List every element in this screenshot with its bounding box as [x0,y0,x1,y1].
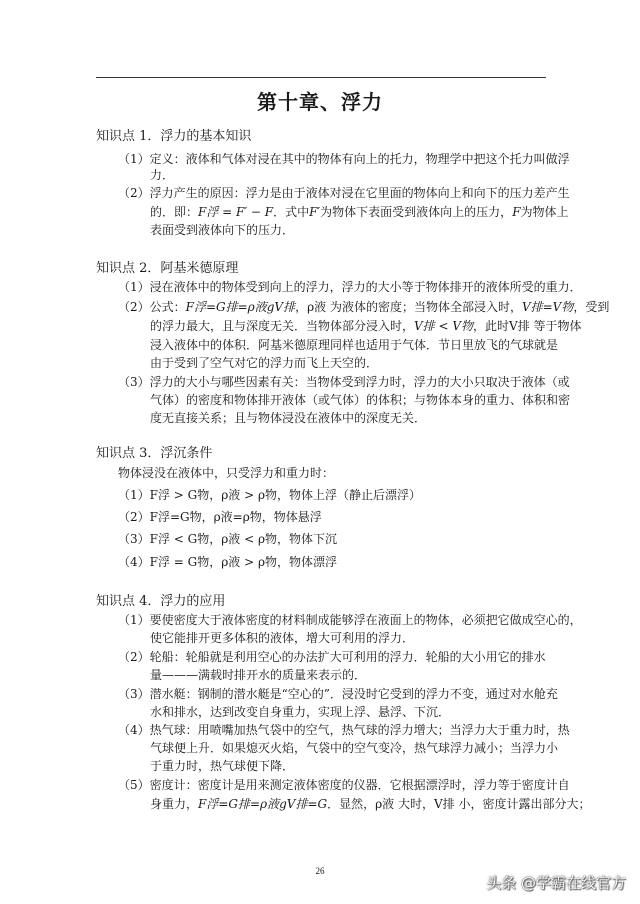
header-rule [96,77,546,78]
k2-heading: 知识点 2．阿基米德原理 [96,261,239,276]
k2-item2-line3: 浸入液体中的体积．阿基米德原理同样也适用于气体．节日里放飞的气球就是 [150,338,559,352]
k4-item4-line2: 气球便上升．如果熄灭火焰，气袋中的空气变冷，热气球浮力减小；当浮力小 [150,741,559,755]
k2-item2-mid: ，ρ液 为液体的密度；当物体全部浸入时， [295,300,522,314]
k1-item2-line2 [150,204,569,220]
k3-condition-1: （1）F浮 > G物，ρ液 > ρ物，物体上浮（静止后漂浮） [118,488,422,502]
k2-item2-line2 [150,318,582,334]
k3-condition-2: （2）F浮=G物，ρ液=ρ物，物体悬浮 [118,510,322,524]
k4-item1-line1: （1）要使密度大于液体密度的材料制成能够浮在液面上的物体，必须把它做成空心的， [118,613,582,627]
k4-item4-line3: 于重力时，热气球便下降． [150,759,295,773]
hydrometer-formula: F浮=G排=ρ液gV排=G [198,797,328,811]
k4-item5-line2 [150,796,590,812]
k1-item2-pre: 的．即： [150,205,199,219]
k4-item5-line1: （5）密度计：密度计是用来测定液体密度的仪器．它根据漂浮时，浮力等于密度计自 [118,778,570,792]
k3-condition-4: （4）F浮 = G物，ρ液 > ρ物，物体漂浮 [118,555,338,569]
k4-item5-pre: 身重力， [150,797,199,811]
buoyancy-formula: F浮 = F′ − F [198,205,274,219]
k2-item2-line2-pre: 的浮力最大，且与深度无关．当物体部分浸入时， [150,319,415,333]
k1-heading: 知识点 1．浮力的基本知识 [96,129,252,144]
k4-item3-line2: 水和排水，达到改变自身重力，实现上浮、悬浮、下沉． [150,705,451,719]
k1-item2-line3: 表面受到液体向下的压力． [150,223,295,237]
page-number: 26 [315,866,325,876]
k2-item2-pre: （2）公式： [118,300,186,314]
k3-condition-3: （3）F浮 < G物，ρ液 < ρ物，物体下沉 [118,532,338,546]
volume-formula: V排=V物 [521,300,574,314]
k2-item1: （1）浸在液体中的物体受到向上的浮力，浮力的大小等于物体排开的液体所受的重力． [118,280,582,294]
volume-inequality: V排 < V物 [414,319,474,333]
archimedes-formula: F浮=G排=ρ液gV排 [185,300,296,314]
k1-item2-post: 为物体上 [520,205,569,219]
k2-item2-line2-post: ，此时V排 等于物体 [473,319,582,333]
k3-heading: 知识点 3．浮沉条件 [96,446,213,461]
k4-item2-line2: 量———满载时排开水的质量来表示的． [150,668,367,682]
k2-item2-line1 [118,299,609,315]
k4-item1-line2: 使它能排开更多体积的液体，增大可利用的浮力． [150,631,415,645]
formula-symbol: F′ [309,205,321,219]
chapter-title: 第十章、浮力 [257,90,383,114]
k4-item2-line1: （2）轮船：轮船就是利用空心的办法扩大可利用的浮力．轮船的大小用它的排水 [118,650,546,664]
k1-item1-line1: （1）定义：液体和气体对浸在其中的物体有向上的托力，物理学中把这个托力叫做浮 [118,152,570,166]
k2-item3-line3: 度无直接关系；且与物体浸没在液体中的深度无关． [150,411,427,425]
formula-symbol: F [512,205,521,219]
k1-item2-mid: ．式中 [273,205,310,219]
k4-item3-line1: （3）潜水艇：钢制的潜水艇是“空心的”．浸没时它受到的浮力不变，通过对水舱充 [118,687,558,701]
k4-heading: 知识点 4．浮力的应用 [96,594,226,609]
k3-intro: 物体浸没在液体中，只受浮力和重力时： [118,466,335,480]
k1-item1-line2: 力． [150,168,175,182]
k2-item3-line1: （3）浮力的大小与哪些因素有关：当物体受到浮力时，浮力的大小只取决于液体（或 [118,375,570,389]
k4-item4-line1: （4）热气球：用喷嘴加热气袋中的空气，热气球的浮力增大；当浮力大于重力时，热 [118,723,570,737]
k2-item2-line4: 由于受到了空气对它的浮力而飞上天空的． [150,356,379,370]
k1-item2-mid2: 为物体下表面受到液体向上的压力， [320,205,513,219]
k1-item2-line1: （2）浮力产生的原因：浮力是由于液体对浸在它里面的物体向上和向下的压力差产生 [118,186,570,200]
watermark: 头条 @学霸在线官方 [486,874,626,892]
k2-item3-line2: 气体）的密度和物体排开液体（或气体）的体积；与物体本身的重力、体积和密 [150,393,571,407]
k4-item5-post: ．显然，ρ液 大时，V排 小，密度计露出部分大； [327,797,591,811]
k2-item2-post: ，受到 [573,300,610,314]
